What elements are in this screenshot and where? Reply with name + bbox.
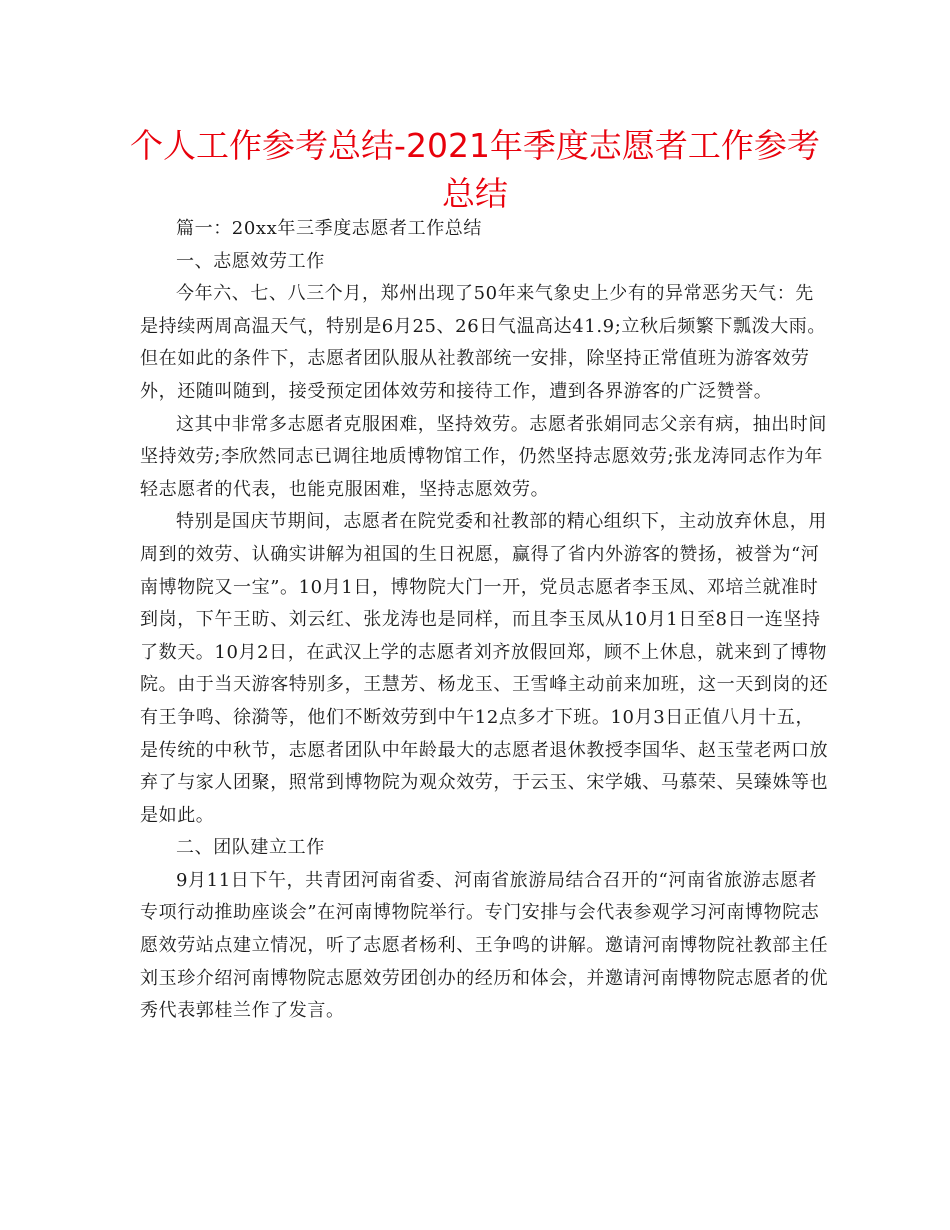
body-paragraph: 9月11日下午，共青团河南省委、河南省旅游局结合召开的“河南省旅游志愿者专项行动推助座谈会”在河南博物院举行。专门安排与会代表参观学习河南博物院志愿效劳站点建立情况，听了志愿者杨利、王争鸣的讲解。邀请河南博物院社教部主任刘玉珍介绍河南博物院志愿效劳团创办的经历和体会，并邀请河南博物院志愿者的优秀代表郭桂兰作了发言。: [140, 869, 829, 1022]
document-title: 个人工作参考总结-2021年季度志愿者工作参考总结: [130, 126, 820, 213]
body-paragraph: 今年六、七、八三个月，郑州出现了50年来气象史上少有的异常恶劣天气：先是持续两周高温天气，特别是6月25、26日气温高达41.9;立秋后频繁下瓢泼大雨。但在如此的条件下，志愿者团队服从社教部统一安排，除坚持正常值班为游客效劳外，还随叫随到，接受预定团体效劳和接待工作，遭到各界游客的广泛赞誉。: [140, 283, 826, 402]
section-heading: 二、团队建立工作: [176, 837, 325, 859]
body-paragraph: 这其中非常多志愿者克服困难，坚持效劳。志愿者张娟同志父亲有病，抽出时间坚持效劳;李欣然同志已调往地质博物馆工作，仍然坚持志愿效劳;张龙涛同志作为年轻志愿者的代表，也能克服困难，坚持志愿效劳。: [140, 413, 827, 500]
document-body: [140, 213, 830, 1028]
body-paragraph: 特别是国庆节期间，志愿者在院党委和社教部的精心组织下，主动放弃休息，用周到的效劳、认确实讲解为祖国的生日祝愿，赢得了省内外游客的赞扬，被誉为“河南博物院又一宝”。10月1日，博物院大门一开，党员志愿者李玉凤、邓培兰就准时到岗，下午王昉、刘云红、张龙涛也是同样，而且李玉凤从10月1日至8日一连坚持了数天。10月2日，在武汉上学的志愿者刘齐放假回郑，顾不上休息，就来到了博物院。由于当天游客特别多，王慧芳、杨龙玉、王雪峰主动前来加班，这一天到岗的还有王争鸣、徐漪等，他们不断效劳到中午12点多才下班。10月3日正值八月十五，是传统的中秋节，志愿者团队中年龄最大的志愿者退休教授李国华、赵玉莹老两口放弃了与家人团聚，照常到博物院为观众效劳，于云玉、宋学娥、马慕荣、吴臻姝等也是如此。: [140, 511, 829, 826]
section-subtitle: 篇一：20xx年三季度志愿者工作总结: [176, 218, 483, 239]
section-heading: 一、志愿效劳工作: [176, 250, 325, 272]
